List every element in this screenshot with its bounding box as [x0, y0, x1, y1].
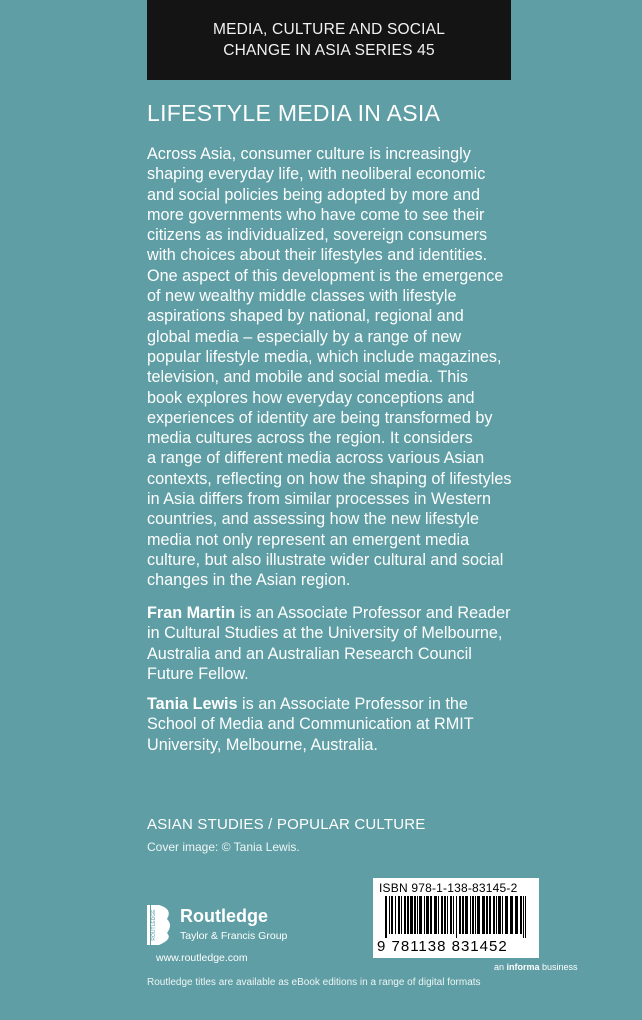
- barcode-bar: [395, 896, 396, 934]
- barcode-bar: [505, 896, 508, 934]
- subject-category: ASIAN STUDIES / POPULAR CULTURE: [147, 816, 426, 833]
- author-bio-line: Australia and an Australian Research Council: [147, 644, 472, 663]
- barcode-bar: [525, 896, 526, 938]
- description-line: a range of different media across various Asian: [147, 449, 485, 468]
- description-line: citizens as individualized, sovereign consumers: [147, 226, 488, 245]
- barcode-bar: [502, 896, 503, 934]
- barcode-bar: [434, 896, 437, 934]
- description-line: and social policies being adopted by more and: [147, 185, 480, 204]
- publisher-website[interactable]: www.routledge.com: [156, 952, 248, 964]
- barcode-bar: [523, 896, 524, 938]
- informa-business-line: [494, 962, 578, 972]
- description-line: global media – especially by a range of new: [147, 327, 462, 346]
- author-name: Fran Martin: [147, 604, 236, 622]
- logo-vertical-text: ROUTLEDGE: [151, 909, 157, 941]
- publisher-group: Taylor & Francis Group: [180, 930, 288, 942]
- description-line: media not only represent an emergent media: [147, 530, 470, 549]
- barcode-bar: [389, 896, 390, 934]
- isbn-number: ISBN 978-1-138-83145-2: [379, 881, 518, 895]
- barcode-bar: [385, 896, 387, 938]
- informa-prefix: an: [494, 962, 507, 972]
- description-line: countries, and assessing how the new lifestyle: [147, 510, 480, 529]
- barcode-bar: [453, 896, 454, 934]
- barcode-bar: [515, 896, 518, 934]
- barcode-bar: [444, 896, 446, 934]
- barcode-bar: [498, 896, 501, 934]
- barcode-bar: [493, 896, 495, 934]
- book-title: LIFESTYLE MEDIA IN ASIA: [147, 100, 441, 126]
- barcode-bar: [510, 896, 513, 934]
- barcode-bar: [404, 896, 406, 934]
- barcode-bar: [419, 896, 422, 934]
- barcode-bar: [462, 896, 464, 934]
- barcode-bar: [482, 896, 485, 934]
- barcode-bar: [489, 896, 491, 934]
- series-line-1: MEDIA, CULTURE AND SOCIAL: [212, 21, 446, 38]
- author-bio-line: in Cultural Studies at the University of Melbourne,: [147, 624, 503, 643]
- author-bio-line: University, Melbourne, Australia.: [147, 735, 378, 754]
- barcode-bar: [414, 896, 416, 934]
- description-line: more governments who have come to see their: [147, 205, 485, 224]
- barcode-bar: [401, 896, 402, 934]
- author-bio-line: Future Fellow.: [147, 664, 249, 683]
- barcode-bar: [426, 896, 429, 934]
- barcode-bar: [472, 896, 474, 934]
- description-line: of new wealthy middle classes with lifestyle: [147, 287, 457, 306]
- barcode-bar: [417, 896, 418, 934]
- barcode-bar: [450, 896, 452, 934]
- barcode-bar: [447, 896, 448, 934]
- barcode-bar: [410, 896, 413, 934]
- description-line: popular lifestyle media, which include magazines,: [147, 347, 502, 366]
- barcode-bar: [520, 896, 522, 934]
- barcode-bar: [475, 896, 476, 934]
- series-banner: [147, 0, 511, 80]
- author-bio-tania-lewis: [147, 694, 567, 755]
- description-line: television, and mobile and social media. This: [147, 368, 468, 387]
- description-line: Across Asia, consumer culture is increasingly: [147, 145, 471, 163]
- description-line: experiences of identity are being transformed by: [147, 408, 493, 427]
- author-bio-fran-martin: [147, 603, 567, 684]
- barcode-digits: 9 781138 831452: [377, 938, 508, 955]
- barcode-bar: [456, 896, 457, 938]
- publisher-name: Routledge: [180, 906, 268, 926]
- barcode-bar: [465, 896, 468, 934]
- ebook-note: Routledge titles are available as eBook editions in a range of digital formats: [147, 977, 481, 988]
- barcode-panel: [373, 878, 539, 958]
- barcode-icon: [381, 896, 531, 938]
- routledge-logo-icon: [147, 905, 173, 945]
- author-bio-line: School of Media and Communication at RMIT: [147, 715, 474, 734]
- cover-image-credit: Cover image: © Tania Lewis.: [147, 840, 300, 854]
- description-line: in Asia differs from similar processes in Western: [147, 490, 491, 509]
- barcode-bar: [470, 896, 471, 934]
- barcode-bar: [459, 896, 461, 934]
- barcode-bar: [398, 896, 400, 934]
- description-line: book explores how everyday conceptions and: [147, 388, 475, 407]
- author-name: Tania Lewis: [147, 695, 238, 713]
- description-line: shaping everyday life, with neoliberal economic: [147, 165, 486, 184]
- barcode-bar: [477, 896, 480, 934]
- barcode-bar: [391, 896, 393, 934]
- author-bio-text: is an Associate Professor in the: [237, 695, 468, 713]
- description-line: contexts, reflecting on how the shaping of lifestyles: [147, 469, 512, 488]
- description-line: changes in the Asian region.: [147, 571, 351, 590]
- description-line: One aspect of this development is the emergence: [147, 266, 504, 285]
- description-line: media cultures across the region. It considers: [147, 429, 473, 448]
- barcode-bar: [496, 896, 497, 934]
- author-bio-text: is an Associate Professor and Reader: [235, 604, 511, 622]
- description-line: culture, but also illustrate wider cultural and social: [147, 550, 504, 569]
- description-line: with choices about their lifestyles and identities.: [147, 246, 488, 265]
- barcode-bar: [407, 896, 409, 934]
- barcode-bar: [438, 896, 439, 934]
- informa-suffix: business: [539, 962, 578, 972]
- informa-brand: informa: [506, 962, 540, 972]
- barcode-bar: [441, 896, 443, 934]
- barcode-bar: [430, 896, 432, 934]
- series-line-2: CHANGE IN ASIA SERIES 45: [223, 42, 435, 59]
- book-description: [147, 144, 567, 591]
- barcode-bar: [486, 896, 488, 934]
- barcode-bar: [424, 896, 425, 934]
- description-line: aspirations shaped by national, regional and: [147, 307, 464, 326]
